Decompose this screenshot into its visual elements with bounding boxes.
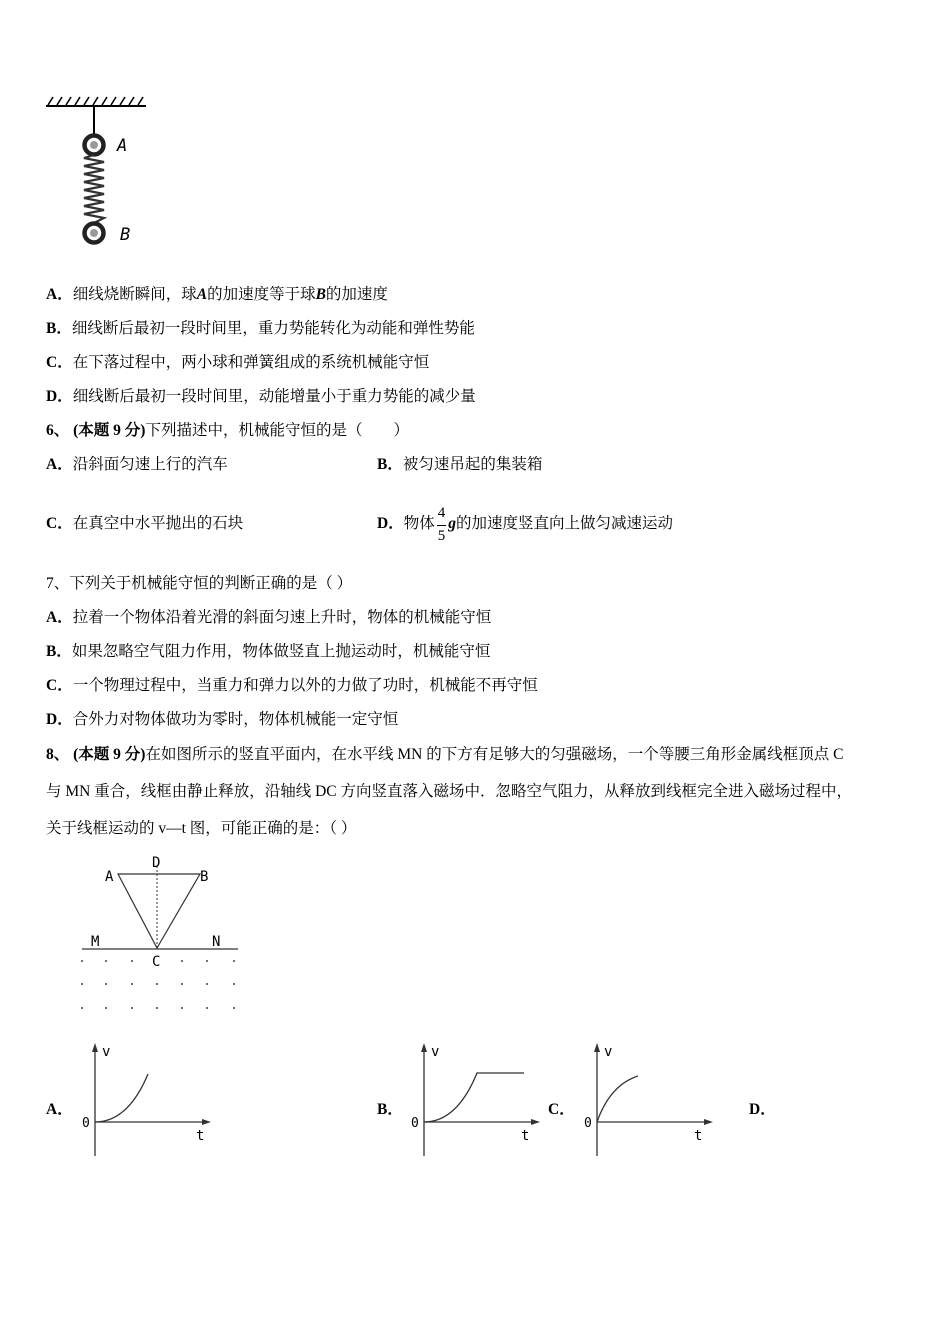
q6-option-d: D．物体 $\frac{4}{5}$ g的加速度竖直向上做匀减速运动 [377, 504, 673, 544]
q8-option-b-label: B． [377, 1101, 403, 1118]
axis-t: t [694, 1128, 703, 1144]
label-b: B [120, 225, 131, 245]
origin: 0 [584, 1116, 592, 1131]
axis-v: v [102, 1044, 111, 1060]
label-b: B [200, 869, 209, 885]
axis-v: v [431, 1044, 440, 1060]
q8-option-d-label: D． [749, 1101, 776, 1118]
spring-figure [40, 92, 160, 254]
origin: 0 [82, 1116, 90, 1131]
axis-t: t [521, 1128, 530, 1144]
graph-a [78, 1040, 218, 1160]
q6-option-a: A．沿斜面匀速上行的汽车 [46, 456, 228, 473]
q8-stem-line1: 8、 (本题 9 分)在如图所示的竖直平面内，在水平线 MN 的下方有足够大的匀强磁场，一个等腰三角形金属线框顶点 C [46, 746, 844, 763]
label-a: A [105, 869, 114, 885]
fraction: $\frac{4}{5}$ [437, 504, 446, 544]
q5-option-d: D．细线断后最初一段时间里，动能增量小于重力势能的减少量 [46, 388, 476, 405]
graph-c [580, 1040, 720, 1160]
axis-t: t [196, 1128, 205, 1144]
q7-option-a: A．拉着一个物体沿着光滑的斜面匀速上升时，物体的机械能守恒 [46, 609, 492, 626]
q6-stem: 6、 (本题 9 分)下列描述中，机械能守恒的是（ ） [46, 422, 409, 439]
label-d: D [152, 855, 161, 871]
label-m: M [91, 934, 100, 950]
label-a: A [117, 136, 128, 156]
q5-option-a: A．细线烧断瞬间，球A的加速度等于球B的加速度 [46, 286, 388, 303]
q6-option-c: C．在真空中水平抛出的石块 [46, 515, 244, 532]
triangle-field-figure [76, 850, 246, 1018]
q8-stem-line3: 关于线框运动的 v—t 图，可能正确的是：（ ） [46, 820, 357, 837]
q7-stem: 7、下列关于机械能守恒的判断正确的是（ ） [46, 575, 353, 592]
label-n: N [212, 934, 221, 950]
q5-option-b: B．细线断后最初一段时间里，重力势能转化为动能和弹性势能 [46, 320, 475, 337]
axis-v: v [604, 1044, 613, 1060]
q7-option-c: C．一个物理过程中，当重力和弹力以外的力做了功时，机械能不再守恒 [46, 677, 538, 694]
q8-option-c-label: C． [548, 1101, 575, 1118]
q5-option-c: C．在下落过程中，两小球和弹簧组成的系统机械能守恒 [46, 354, 430, 371]
q8-option-a-label: A． [46, 1101, 73, 1118]
q8-stem-line2: 与 MN 重合，线框由静止释放，沿轴线 DC 方向竖直落入磁场中．忽略空气阻力，从释放到线框完全进入磁场过程中， [46, 783, 853, 800]
q7-option-b: B．如果忽略空气阻力作用，物体做竖直上抛运动时，机械能守恒 [46, 643, 491, 660]
label-c: C [152, 954, 161, 970]
origin: 0 [411, 1116, 419, 1131]
q6-option-b: B．被匀速吊起的集装箱 [377, 456, 543, 473]
q7-option-d: D．合外力对物体做功为零时，物体机械能一定守恒 [46, 711, 399, 728]
graph-b [407, 1040, 547, 1160]
